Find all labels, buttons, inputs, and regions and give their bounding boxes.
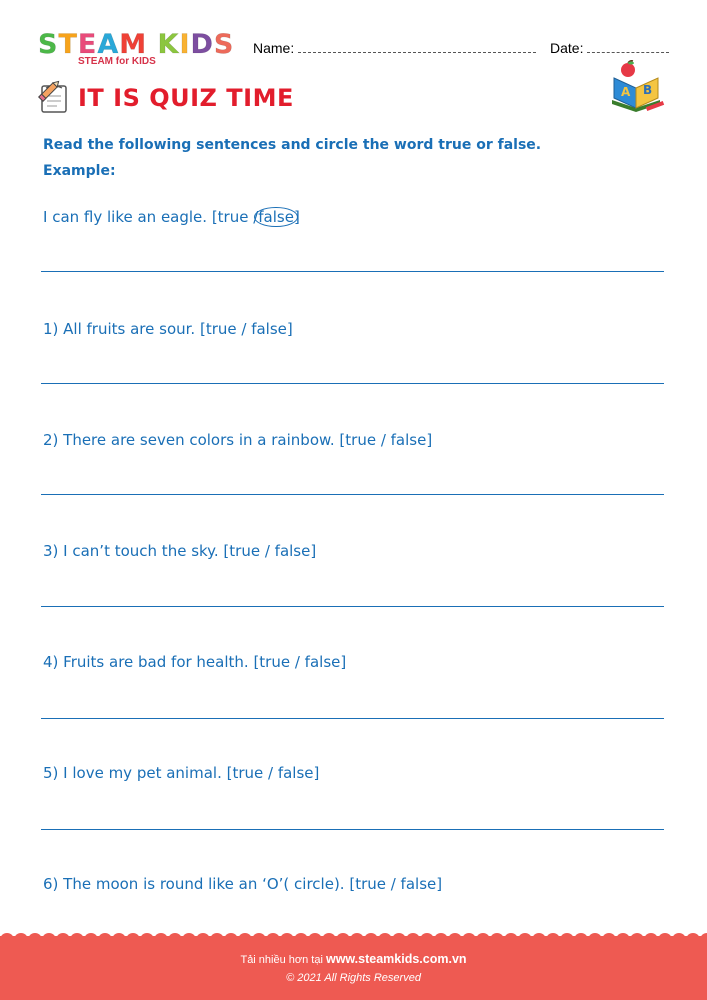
abc-book-icon xyxy=(606,60,666,116)
logo-letter: T xyxy=(58,29,78,60)
footer-download-text: Tải nhiều hơn tại xyxy=(240,954,323,966)
pencil-paper-icon xyxy=(36,80,72,116)
footer-website-link[interactable]: www.steamkids.com.vn xyxy=(325,952,467,966)
example-sentence-text: I can fly like an eagle. [true / xyxy=(43,208,259,226)
answer-line[interactable] xyxy=(41,271,664,272)
name-label: Name: xyxy=(253,40,295,56)
svg-text:B: B xyxy=(643,83,653,97)
date-blank-line[interactable] xyxy=(587,40,669,53)
logo-letter: M xyxy=(119,29,148,60)
date-label: Date: xyxy=(550,40,584,56)
answer-line[interactable] xyxy=(41,494,664,495)
question-6: 6) The moon is round like an ‘O’( circle). [true / false] xyxy=(43,875,443,893)
question-3: 3) I can’t touch the sky. [true / false] xyxy=(43,542,317,560)
logo-letter: K xyxy=(157,29,180,60)
example-sentence xyxy=(43,208,300,226)
footer-bar xyxy=(0,936,707,1000)
footer-copyright: © 2021 All Rights Reserved xyxy=(286,972,421,984)
instructions-text: Read the following sentences and circle the word true or false. xyxy=(43,137,542,153)
answer-line[interactable] xyxy=(41,383,664,384)
logo-tagline: STEAM for KIDS xyxy=(78,56,156,67)
svg-text:A: A xyxy=(621,85,631,99)
example-circled-answer: false xyxy=(258,208,294,226)
logo-letter: E xyxy=(77,29,98,60)
logo-letter: S xyxy=(38,29,59,60)
question-2: 2) There are seven colors in a rainbow. [true / false] xyxy=(43,431,433,449)
logo-letter: S xyxy=(213,29,235,60)
example-heading: Example: xyxy=(43,163,116,179)
question-1: 1) All fruits are sour. [true / false] xyxy=(43,320,293,338)
logo-letter: I xyxy=(179,29,191,60)
name-field[interactable] xyxy=(253,40,536,56)
footer-download-line xyxy=(0,952,707,966)
page-title: IT IS QUIZ TIME xyxy=(78,84,294,112)
date-field[interactable] xyxy=(550,40,669,56)
question-5: 5) I love my pet animal. [true / false] xyxy=(43,764,320,782)
example-sentence-end: ] xyxy=(293,208,300,226)
question-4: 4) Fruits are bad for health. [true / false] xyxy=(43,653,347,671)
answer-line[interactable] xyxy=(41,606,664,607)
logo-letter: A xyxy=(97,29,120,60)
logo-letter: D xyxy=(190,29,214,60)
answer-line[interactable] xyxy=(41,718,664,719)
steam-kids-logo xyxy=(38,30,238,70)
answer-line[interactable] xyxy=(41,829,664,830)
name-blank-line[interactable] xyxy=(298,40,536,53)
